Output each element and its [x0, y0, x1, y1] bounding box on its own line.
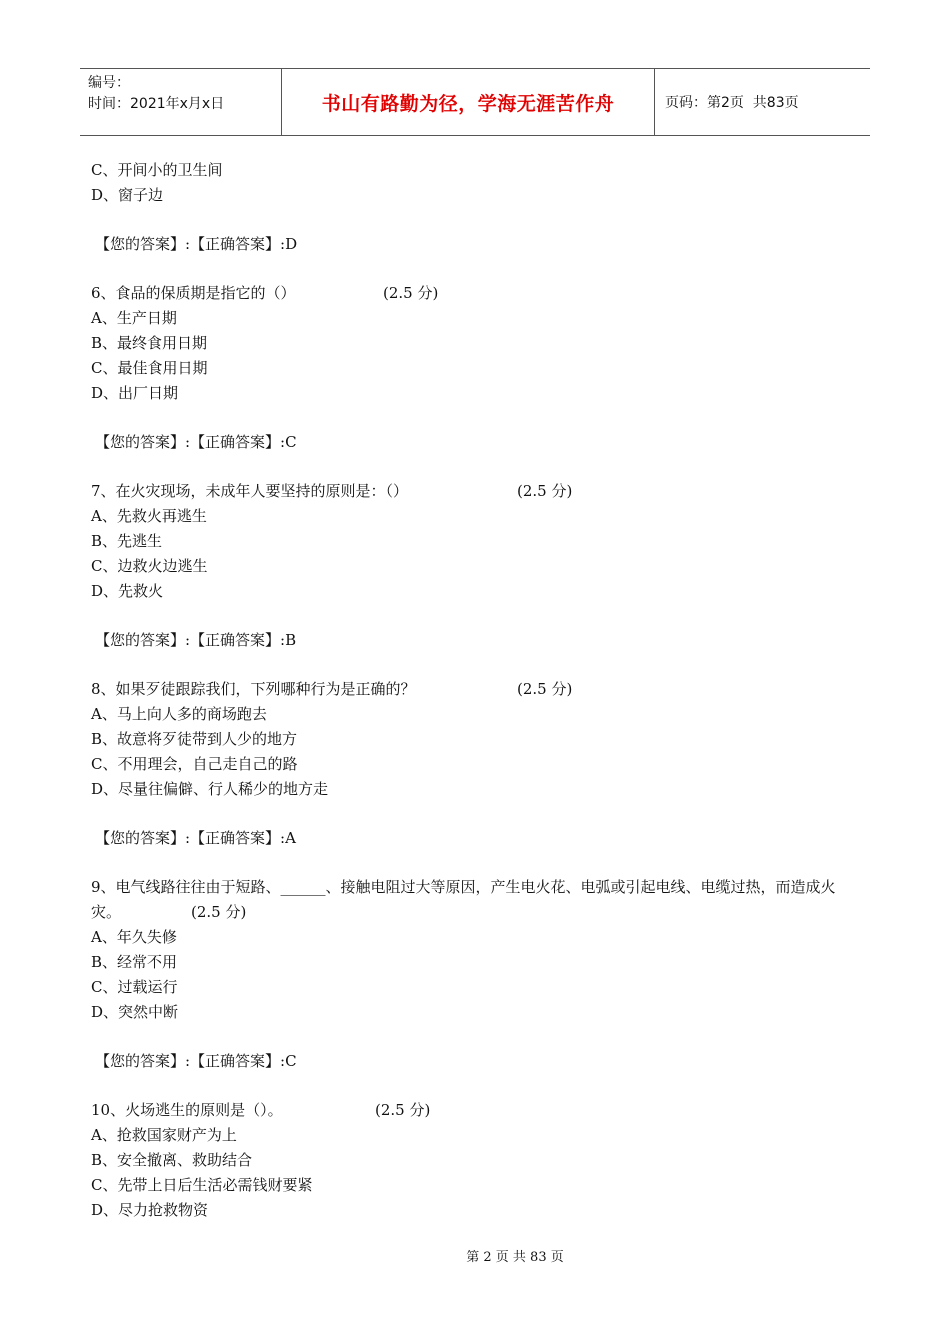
option-item: C、最佳食用日期 [91, 359, 208, 377]
question-score: (2.5 分) [383, 284, 439, 302]
option-item: A、先救火再逃生 [91, 507, 207, 525]
option-item: D、窗子边 [91, 186, 164, 204]
page-footer: 第 2 页 共 83 页 [466, 1250, 564, 1265]
time-label: 时间：2021年x月x日 [88, 96, 225, 112]
option-item: D、出厂日期 [91, 384, 179, 402]
option-item: B、最终食用日期 [91, 334, 208, 352]
question-title [91, 1098, 861, 1123]
answer-line: 【您的答案】:【正确答案】:A [95, 829, 296, 847]
question-content [91, 158, 861, 1223]
option-item: D、突然中断 [91, 1003, 179, 1021]
option-item: B、安全撤离、救助结合 [91, 1151, 253, 1169]
answer-line: 【您的答案】:【正确答案】:B [95, 631, 297, 649]
question-score: (2.5 分) [517, 482, 573, 500]
option-item: B、先逃生 [91, 532, 163, 550]
header-meta [80, 69, 282, 135]
option-item: D、先救火 [91, 582, 164, 600]
option-item: C、过载运行 [91, 978, 178, 996]
question-score: (2.5 分) [191, 903, 247, 921]
answer-line: 【您的答案】:【正确答案】:D [95, 235, 298, 253]
option-item: A、年久失修 [91, 928, 177, 946]
question-score: (2.5 分) [517, 680, 573, 698]
question-text: 9、电气线路往往由于短路、______、接触电阻过大等原因，产生电火花、电弧或引起电线、电缆过热，而造成火灾。 [91, 878, 836, 921]
page-header [80, 68, 870, 136]
answer-line: 【您的答案】:【正确答案】:C [95, 1052, 297, 1070]
page-info: 页码：第2页 共83页 [665, 95, 799, 111]
question-text: 10、火场逃生的原则是（）。 [91, 1101, 283, 1119]
option-item: A、抢救国家财产为上 [91, 1126, 237, 1144]
option-item: C、先带上日后生活必需钱财要紧 [91, 1176, 313, 1194]
code-label: 编号： [88, 75, 130, 91]
option-item: C、开间小的卫生间 [91, 161, 223, 179]
option-item: D、尽量往偏僻、行人稀少的地方走 [91, 780, 329, 798]
question-list [91, 281, 861, 1223]
option-item: A、马上向人多的商场跑去 [91, 705, 267, 723]
option-item: B、经常不用 [91, 953, 178, 971]
option-item: C、边救火边逃生 [91, 557, 208, 575]
question-title [91, 281, 861, 306]
header-motto [282, 69, 655, 135]
option-item: B、故意将歹徒带到人少的地方 [91, 730, 298, 748]
question-score: (2.5 分) [375, 1101, 431, 1119]
answer-line: 【您的答案】:【正确答案】:C [95, 433, 297, 451]
motto-text: 书山有路勤为径，学海无涯苦作舟 [321, 92, 615, 115]
question-text: 6、食品的保质期是指它的（） [91, 284, 296, 302]
question-text: 7、在火灾现场，未成年人要坚持的原则是：（） [91, 482, 409, 500]
question-title [91, 479, 861, 504]
option-item: A、生产日期 [91, 309, 177, 327]
option-item: D、尽力抢救物资 [91, 1201, 209, 1219]
question-title [91, 677, 861, 702]
option-item: C、不用理会，自己走自己的路 [91, 755, 298, 773]
question-title [91, 875, 861, 925]
question-text: 8、如果歹徒跟踪我们，下列哪种行为是正确的？ [91, 680, 416, 698]
